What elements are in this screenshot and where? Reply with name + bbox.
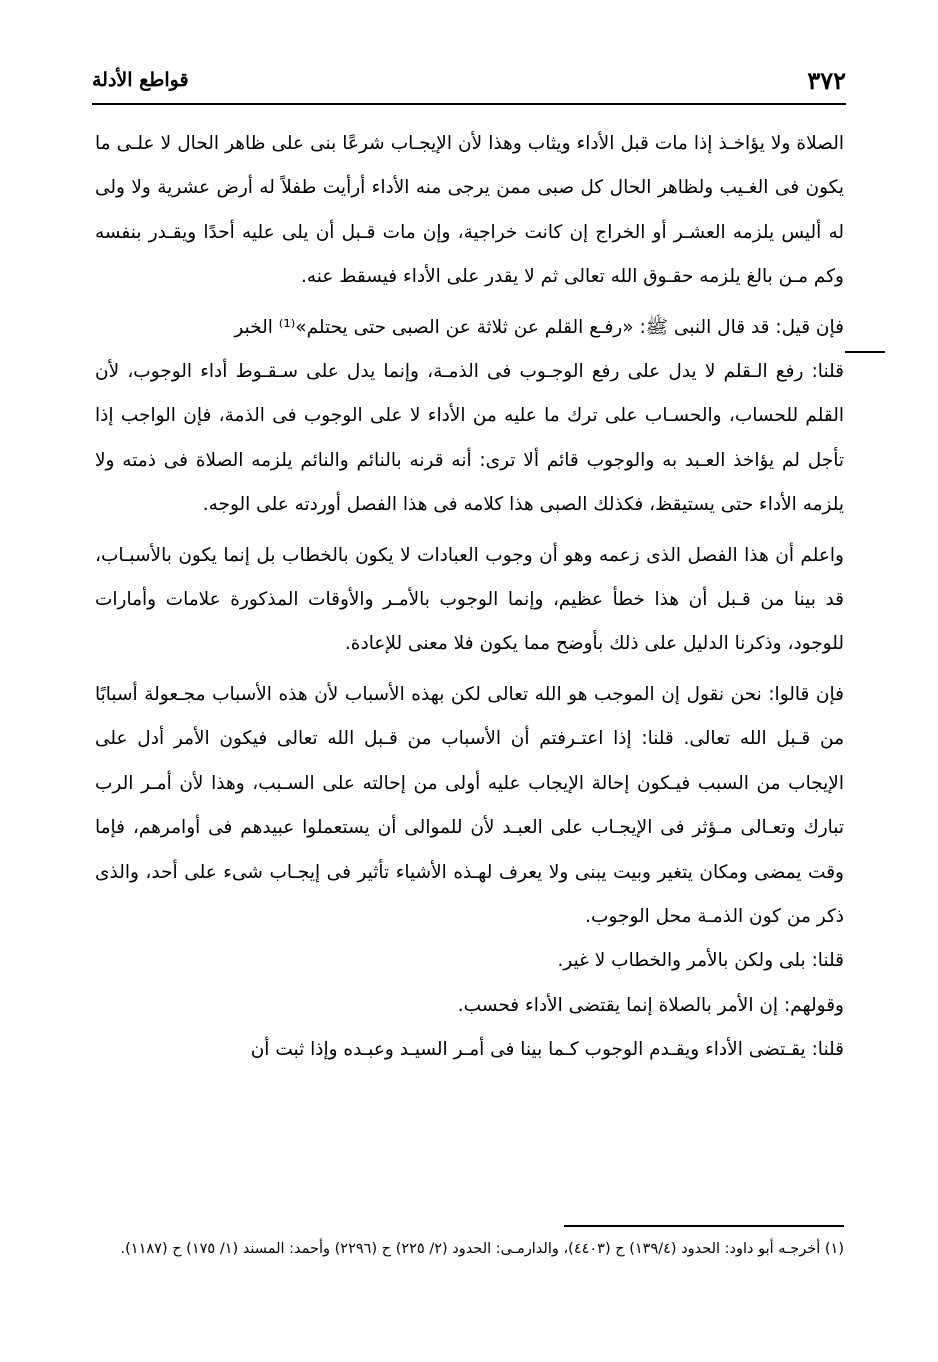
paragraph: الصلاة ولا يؤاخـذ إذا مات قبل الأداء ويثاب وهذا لأن الإيجـاب شرعًا بنى على ظاهر الحال لا علـى ما يكون فى الغـيب ولظاهر الحال كل صبى ممن يرجى منه الأداء أرأيت طفلاً له أرض عشرية ولا ولى له أليس يلزمه العشـر أو الخراج إن كانت خراجية، وإن مات قـبل أن يلى عليه أحدًا ويقـدر بنفسه وكم مـن بالغ يلزمه حقـوق الله تعالى ثم لا يقدر على الأداء فيسقط عنه. <box>95 133 844 288</box>
footnotes <box>95 1235 844 1263</box>
paragraph: قلنا: بلى ولكن بالأمر والخطاب لا غير. <box>557 950 844 972</box>
footnote: (١) أخرجـه أبو داود: الحدود (١٣٩/٤) ح (٤٤٠٣)، والدارمـى: الحدود (٢/ ٢٢٥) ح (٢٢٩٦) وأحمد: المسند (١/ ١٧٥) ح (١١٨٧). <box>120 1241 844 1257</box>
paragraph: قلنا: رفع الـقلم لا يدل على رفع الوجـوب فى الذمـة، وإنما يدل على سـقـوط أداء الوجوب، لأن القلم للحساب، والحسـاب على ترك ما عليه من الأداء لا على الوجوب فى الذمة، فإن الواجب إذا تأجل لم يؤاخذ العـبد به والوجوب قائم ألا ترى: أنه قرنه بالنائم والنائم يلزمه الصلاة فى ذمته ولا يلزمه الأداء حتى يستيقظ، فكذلك الصبى هذا كلامه فى هذا الفصل أوردته على الوجه. <box>95 361 844 516</box>
paragraph: قلنا: يقـتضى الأداء ويقـدم الوجوب كـما بينا فى أمـر السيـد وعبـده وإذا ثبت أن <box>250 1039 844 1061</box>
running-title: قواطع الأدلة <box>92 69 189 91</box>
margin-mark <box>845 351 885 353</box>
page-number: ٣٧٢ <box>807 65 846 95</box>
page-header <box>92 62 846 98</box>
footnote-rule <box>564 1225 844 1227</box>
paragraph: فإن قالوا: نحن نقول إن الموجب هو الله تعالى لكن بهذه الأسباب لأن هذه الأسباب مجـعولة أسبابًا من قـبل الله تعالى. قلنا: إذا اعتـرفتم أن الأسباب من قـبل الله تعالى فيكون الأمر أدل على الإيجاب من السبب فيـكون إحالة الإيجاب عليه أولى من إحالته على السـبب، وهذا لأن أمـر الرب تبارك وتعـالى مـؤثر فى الإيجـاب على العبـد لأن للموالى أن يستعملوا عبيدهم فى أوامرهم، فإما وقت يمضى ومكان يتغير وبيت يبنى ولا يعرف لهـذه الأشياء تأثير فى إيجـاب شىء على أحد، والذى ذكر من كون الذمـة محل الوجوب. <box>95 683 844 927</box>
main-text <box>95 122 844 1073</box>
header-rule <box>92 103 846 105</box>
paragraph: وقولهم: إن الأمر بالصلاة إنما يقتضى الأداء فحسب. <box>457 994 844 1016</box>
paragraph: واعلم أن هذا الفصل الذى زعمه وهو أن وجوب العبادات لا يكون بالخطاب بل إنما يكون بالأسبـاب، قد بينا من قـبل أن هذا خطأ عظيم، وإنما الوجوب بالأمـر والأوقات المذكورة علامات وأمارات للوجود، وذكرنا الدليل على ذلك بأوضح مما يكون فلا معنى للإعادة. <box>95 544 844 655</box>
paragraph: فإن قيل: قد قال النبى ﷺ: «رفـع القلم عن ثلاثة عن الصبى حتى يحتلم»⁽¹⁾ الخبر <box>234 316 844 338</box>
